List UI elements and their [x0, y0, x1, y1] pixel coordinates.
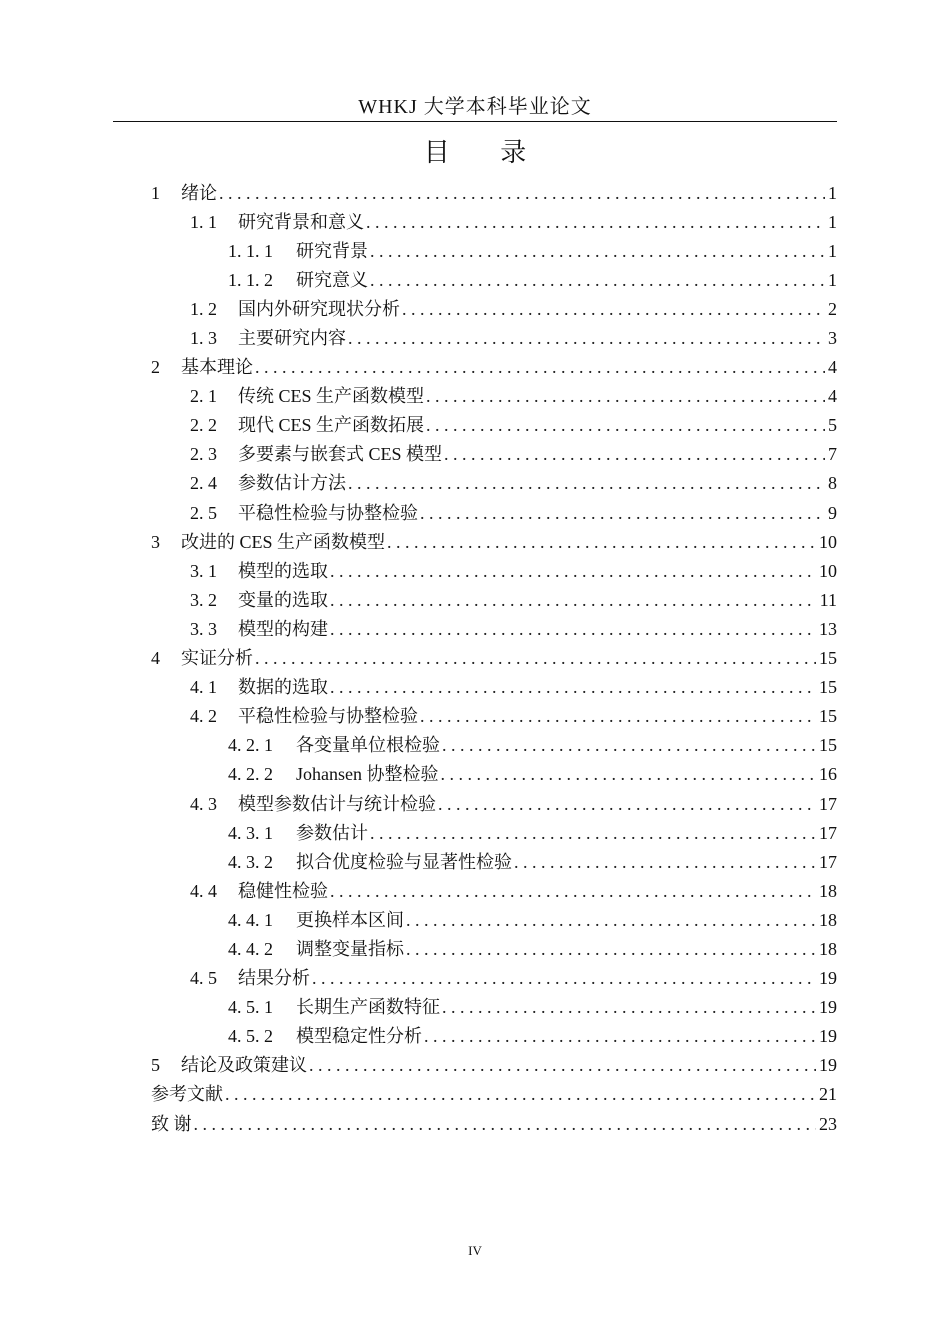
toc-entry-title: 长期生产函数特征	[296, 997, 440, 1018]
toc-entry-title: 现代 CES 生产函数拓展	[238, 415, 425, 436]
toc-dot-leader	[442, 734, 816, 756]
toc-entry-page: 7	[828, 444, 837, 465]
toc-entry-title: 致 谢	[151, 1113, 192, 1134]
toc-entry-number: 3. 2	[190, 589, 217, 610]
toc-dot-leader	[225, 1083, 816, 1105]
toc-entry-page: 18	[819, 938, 837, 959]
toc-entry[interactable]	[151, 964, 837, 993]
toc-entry-number: 2. 2	[190, 415, 217, 436]
toc-entry-page: 1	[828, 211, 837, 232]
toc-dot-leader	[406, 909, 816, 931]
toc-entry-number: 4. 5	[190, 968, 217, 989]
toc-entry-title: 更换样本区间	[296, 909, 404, 930]
toc-entry-page: 17	[819, 822, 837, 843]
toc-dot-leader	[441, 763, 817, 785]
toc-dot-leader	[514, 851, 816, 873]
toc-dot-leader	[194, 1113, 817, 1135]
toc-dot-leader	[219, 182, 825, 204]
toc-dot-leader	[348, 472, 825, 494]
toc-entry[interactable]	[151, 993, 837, 1022]
toc-entry-number: 4. 2	[190, 706, 217, 727]
toc-entry-page: 16	[819, 764, 837, 785]
toc-entry-page: 15	[819, 706, 837, 727]
toc-entry[interactable]	[151, 1109, 837, 1138]
toc-dot-leader	[426, 385, 825, 407]
header-rule	[113, 121, 837, 122]
toc-entry-page: 19	[819, 997, 837, 1018]
toc-entry-number: 1. 1. 1	[228, 240, 273, 261]
toc-entry-number: 4. 4. 1	[228, 909, 273, 930]
toc-entry-title: 改进的 CES 生产函数模型	[181, 531, 386, 552]
toc-entry[interactable]	[151, 236, 837, 265]
toc-entry[interactable]	[151, 440, 837, 469]
toc-entry-page: 19	[819, 1055, 837, 1076]
toc-entry-title: 稳健性检验	[238, 880, 328, 901]
toc-title: 目 录	[423, 138, 549, 167]
toc-entry-title: 模型稳定性分析	[296, 1026, 422, 1047]
toc-dot-leader	[420, 705, 816, 727]
toc-entry-page: 3	[828, 328, 837, 349]
toc-entry-title: 多要素与嵌套式 CES 模型	[238, 444, 443, 465]
toc-entry[interactable]	[151, 294, 837, 323]
toc-entry-page: 9	[828, 502, 837, 523]
toc-entry-page: 4	[828, 357, 837, 378]
toc-entry-title: 调整变量指标	[296, 938, 404, 959]
toc-entry-page: 17	[819, 851, 837, 872]
toc-dot-leader	[366, 211, 825, 233]
toc-entry-number: 2. 3	[190, 444, 217, 465]
toc-entry-page: 21	[819, 1084, 837, 1105]
toc-entry-number: 3. 3	[190, 618, 217, 639]
toc-dot-leader	[312, 967, 816, 989]
toc-entry-page: 15	[819, 648, 837, 669]
toc-entry-page: 8	[828, 473, 837, 494]
toc-entry-page: 11	[819, 589, 837, 610]
page-header: WHKJ 大学本科毕业论文	[358, 96, 592, 118]
toc-dot-leader	[330, 880, 816, 902]
toc-entry[interactable]	[151, 847, 837, 876]
toc-entry-number: 1. 1. 2	[228, 269, 273, 290]
toc-dot-leader	[387, 531, 816, 553]
toc-dot-leader	[330, 560, 816, 582]
toc-entry[interactable]	[151, 760, 837, 789]
toc-dot-leader	[444, 443, 825, 465]
toc-entry[interactable]	[151, 585, 837, 614]
toc-entry[interactable]	[151, 1080, 837, 1109]
toc-dot-leader	[406, 938, 816, 960]
toc-entry[interactable]	[151, 498, 837, 527]
toc-dot-leader	[330, 676, 816, 698]
toc-entry[interactable]	[151, 731, 837, 760]
toc-entry-page: 10	[819, 560, 837, 581]
toc-entry-title: 主要研究内容	[238, 328, 346, 349]
toc-entry-number: 1	[151, 182, 160, 203]
toc-entry-page: 19	[819, 968, 837, 989]
toc-dot-leader	[348, 327, 825, 349]
toc-entry-number: 4. 3. 1	[228, 822, 273, 843]
toc-entry-page: 23	[819, 1113, 837, 1134]
toc-entry[interactable]	[151, 702, 837, 731]
toc-entry-title: 研究背景	[296, 240, 368, 261]
table-of-contents	[151, 178, 837, 1138]
page-number: IV	[468, 1243, 482, 1258]
toc-entry-title: 基本理论	[181, 357, 253, 378]
toc-entry-number: 2. 5	[190, 502, 217, 523]
toc-entry-number: 1. 2	[190, 298, 217, 319]
toc-dot-leader	[402, 298, 825, 320]
toc-entry[interactable]	[151, 411, 837, 440]
toc-dot-leader	[420, 502, 825, 524]
toc-entry[interactable]	[151, 789, 837, 818]
toc-entry-number: 4. 5. 1	[228, 997, 273, 1018]
toc-entry-title: 变量的选取	[238, 589, 328, 610]
toc-entry-number: 3	[151, 531, 160, 552]
toc-entry-number: 2. 1	[190, 386, 217, 407]
toc-entry-title: 结论及政策建议	[181, 1055, 307, 1076]
toc-entry-title: 拟合优度检验与显著性检验	[296, 851, 512, 872]
toc-entry-number: 1. 1	[190, 211, 217, 232]
toc-dot-leader	[438, 793, 816, 815]
toc-entry-page: 1	[828, 182, 837, 203]
toc-entry-page: 1	[828, 269, 837, 290]
toc-entry-page: 1	[828, 240, 837, 261]
toc-entry-number: 4. 4. 2	[228, 938, 273, 959]
toc-entry-page: 17	[819, 793, 837, 814]
toc-entry[interactable]	[151, 1051, 837, 1080]
toc-entry[interactable]	[151, 353, 837, 382]
toc-entry-number: 5	[151, 1055, 160, 1076]
toc-dot-leader	[255, 647, 816, 669]
toc-entry-title: 传统 CES 生产函数模型	[238, 386, 425, 407]
toc-entry-title: 模型参数估计与统计检验	[238, 793, 436, 814]
toc-entry-number: 4. 4	[190, 880, 217, 901]
toc-entry-title: 参数估计	[296, 822, 368, 843]
toc-entry[interactable]	[151, 614, 837, 643]
toc-entry-page: 15	[819, 677, 837, 698]
toc-entry-title: 平稳性检验与协整检验	[238, 706, 418, 727]
toc-entry[interactable]	[151, 876, 837, 905]
toc-entry-title: 研究背景和意义	[238, 211, 364, 232]
toc-entry[interactable]	[151, 673, 837, 702]
toc-entry-title: 数据的选取	[238, 677, 328, 698]
toc-entry-number: 4. 5. 2	[228, 1026, 273, 1047]
toc-entry-page: 15	[819, 735, 837, 756]
toc-dot-leader	[426, 414, 825, 436]
toc-dot-leader	[424, 1025, 816, 1047]
toc-entry[interactable]	[151, 818, 837, 847]
toc-entry-title: 绪论	[181, 182, 217, 203]
toc-entry-title: 模型的构建	[238, 618, 328, 639]
toc-entry-title: 平稳性检验与协整检验	[238, 502, 418, 523]
toc-entry-number: 4. 2. 1	[228, 735, 273, 756]
toc-entry[interactable]	[151, 469, 837, 498]
toc-entry-title: Johansen 协整检验	[296, 764, 439, 785]
toc-entry-number: 4. 1	[190, 677, 217, 698]
toc-dot-leader	[330, 618, 816, 640]
toc-dot-leader	[370, 269, 825, 291]
toc-dot-leader	[370, 240, 825, 262]
toc-entry-page: 18	[819, 880, 837, 901]
toc-entry[interactable]	[151, 934, 837, 963]
toc-entry-number: 2. 4	[190, 473, 217, 494]
toc-entry-number: 4	[151, 648, 160, 669]
toc-entry-page: 2	[828, 298, 837, 319]
toc-dot-leader	[442, 996, 816, 1018]
toc-entry[interactable]	[151, 323, 837, 352]
toc-entry[interactable]	[151, 1022, 837, 1051]
toc-entry-number: 4. 3	[190, 793, 217, 814]
toc-entry-page: 13	[819, 618, 837, 639]
toc-entry[interactable]	[151, 265, 837, 294]
toc-entry-title: 参考文献	[151, 1084, 223, 1105]
toc-entry-page: 4	[828, 386, 837, 407]
toc-entry-title: 研究意义	[296, 269, 368, 290]
toc-entry[interactable]	[151, 556, 837, 585]
toc-entry[interactable]	[151, 644, 837, 673]
toc-entry-number: 2	[151, 357, 160, 378]
toc-entry[interactable]	[151, 382, 837, 411]
toc-dot-leader	[370, 822, 816, 844]
toc-entry-title: 参数估计方法	[238, 473, 346, 494]
toc-entry-title: 实证分析	[181, 648, 253, 669]
toc-entry-page: 5	[828, 415, 837, 436]
toc-entry-page: 18	[819, 909, 837, 930]
toc-entry[interactable]	[151, 178, 837, 207]
toc-entry-number: 3. 1	[190, 560, 217, 581]
toc-dot-leader	[330, 589, 817, 611]
toc-entry-page: 10	[819, 531, 837, 552]
toc-dot-leader	[309, 1054, 816, 1076]
toc-dot-leader	[255, 356, 825, 378]
toc-entry-title: 国内外研究现状分析	[238, 298, 400, 319]
toc-entry-title: 结果分析	[238, 968, 310, 989]
toc-entry-number: 4. 3. 2	[228, 851, 273, 872]
toc-entry-title: 各变量单位根检验	[296, 735, 440, 756]
toc-entry-title: 模型的选取	[238, 560, 328, 581]
toc-entry-page: 19	[819, 1026, 837, 1047]
toc-entry[interactable]	[151, 905, 837, 934]
toc-entry[interactable]	[151, 207, 837, 236]
toc-entry-number: 4. 2. 2	[228, 764, 273, 785]
toc-entry[interactable]	[151, 527, 837, 556]
toc-entry-number: 1. 3	[190, 328, 217, 349]
